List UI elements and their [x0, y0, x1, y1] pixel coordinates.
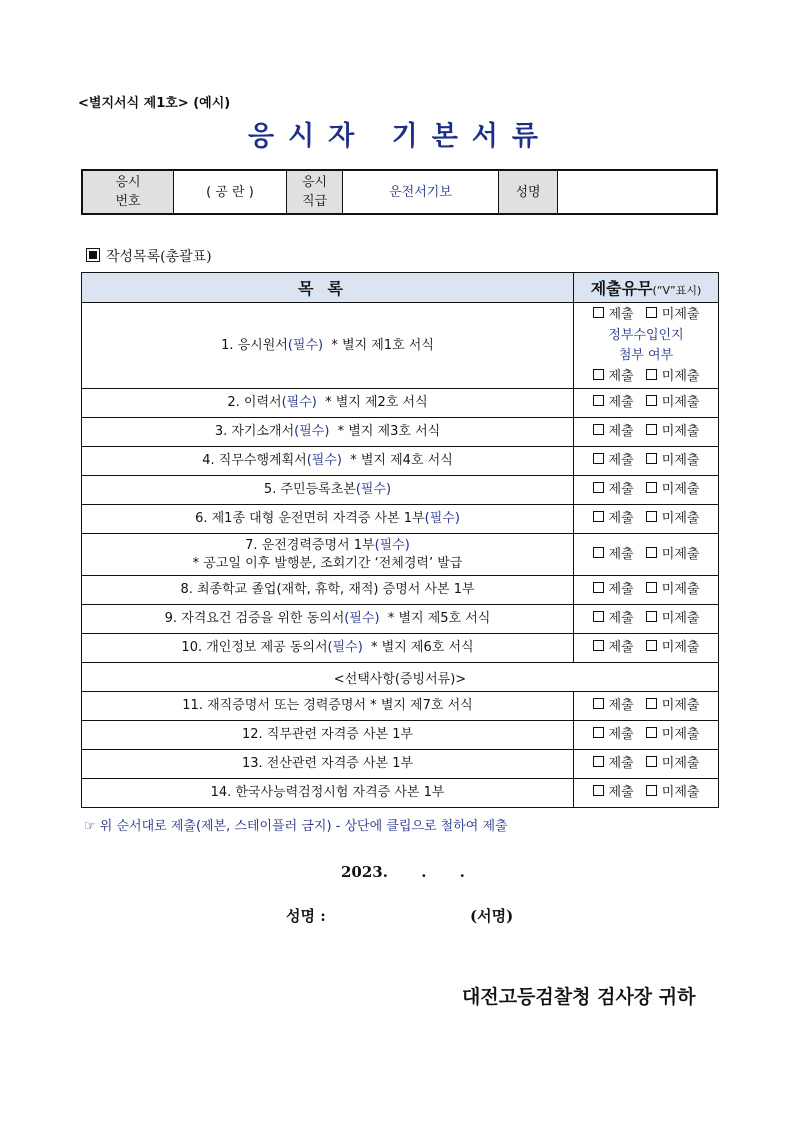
item-cell: 10. 개인정보 제공 동의서(필수) * 별지 제6호 서식	[82, 634, 574, 663]
stamp-note: 정부수입인지	[608, 327, 684, 343]
submit-checkbox[interactable]: 제출	[593, 479, 634, 501]
submit-checkbox[interactable]: 제출	[593, 508, 634, 530]
submit-checkbox[interactable]: 제출	[593, 579, 634, 601]
position-value: 운전서기보	[343, 170, 499, 214]
checkbox-icon	[646, 640, 657, 651]
checkbox-icon	[646, 482, 657, 493]
status-cell	[574, 779, 719, 808]
table-row	[82, 476, 719, 505]
checkbox-icon	[593, 511, 604, 522]
not-submit-checkbox[interactable]: 미제출	[646, 579, 700, 601]
checkbox-icon	[646, 611, 657, 622]
checkbox-icon	[646, 582, 657, 593]
not-submit-checkbox[interactable]: 미제출	[646, 637, 700, 659]
stamp-submit-checkbox[interactable]: 제출	[593, 366, 634, 388]
checkbox-icon	[646, 698, 657, 709]
name-value[interactable]	[558, 170, 718, 214]
status-cell	[574, 389, 719, 418]
not-submit-checkbox[interactable]: 미제출	[646, 392, 700, 414]
submit-checkbox[interactable]: 제출	[593, 637, 634, 659]
status-cell	[574, 476, 719, 505]
table-row	[82, 447, 719, 476]
checkbox-icon	[593, 727, 604, 738]
position-label: 응시 직급	[287, 170, 343, 214]
checkbox-icon	[593, 307, 604, 318]
checkbox-icon	[646, 785, 657, 796]
stamp-not-submit-checkbox[interactable]: 미제출	[646, 366, 700, 388]
signature-mark: (서명)	[470, 907, 514, 925]
status-cell	[574, 534, 719, 576]
exam-number-label: 응시 번호	[82, 170, 174, 214]
table-row	[82, 634, 719, 663]
item-cell: 4. 직무수행계획서(필수) * 별지 제4호 서식	[82, 447, 574, 476]
status-cell	[574, 605, 719, 634]
not-submit-checkbox[interactable]: 미제출	[646, 544, 700, 566]
submit-checkbox[interactable]: 제출	[593, 753, 634, 775]
status-cell	[574, 418, 719, 447]
item-cell: 2. 이력서(필수) * 별지 제2호 서식	[82, 389, 574, 418]
item-cell: 7. 운전경력증명서 1부(필수) * 공고일 이후 발행분, 조회기간 ‘전체경력’ 발급	[82, 534, 574, 576]
footnote: ☞ 위 순서대로 제출(제본, 스테이플러 금지) - 상단에 클립으로 철하여 제출	[84, 819, 508, 834]
checkbox-icon	[593, 785, 604, 796]
status-cell	[574, 505, 719, 534]
table-row	[82, 576, 719, 605]
checkbox-icon	[593, 395, 604, 406]
checkbox-icon	[593, 611, 604, 622]
not-submit-checkbox[interactable]: 미제출	[646, 608, 700, 630]
submit-checkbox[interactable]: 제출	[593, 544, 634, 566]
checkbox-icon	[593, 547, 604, 558]
table-row	[82, 534, 719, 576]
item-cell: 14. 한국사능력검정시험 자격증 사본 1부	[82, 779, 574, 808]
document-title: 응시자 기본서류	[248, 121, 552, 152]
exam-number-value[interactable]: ( 공 란 )	[174, 170, 287, 214]
status-cell	[574, 576, 719, 605]
pointing-hand-icon: ☞	[84, 819, 96, 834]
status-cell	[574, 303, 719, 389]
applicant-info-table	[81, 169, 718, 215]
checkbox-icon	[593, 369, 604, 380]
table-row	[82, 692, 719, 721]
optional-section-header: <선택사항(증빙서류)>	[82, 663, 719, 692]
item-cell: 6. 제1종 대형 운전면허 자격증 사본 1부(필수)	[82, 505, 574, 534]
checkbox-icon	[593, 453, 604, 464]
checkbox-icon	[646, 453, 657, 464]
status-cell	[574, 692, 719, 721]
not-submit-checkbox[interactable]: 미제출	[646, 508, 700, 530]
checkbox-icon	[593, 482, 604, 493]
not-submit-checkbox[interactable]: 미제출	[646, 421, 700, 443]
submit-checkbox[interactable]: 제출	[593, 450, 634, 472]
form-label: <별지서식 제1호> (예시)	[78, 96, 231, 111]
signature-name-label: 성명 :	[286, 907, 326, 925]
table-row	[82, 779, 719, 808]
checkbox-icon	[646, 727, 657, 738]
submit-checkbox[interactable]: 제출	[593, 724, 634, 746]
table-row	[82, 505, 719, 534]
table-row	[82, 750, 719, 779]
checkbox-icon	[593, 424, 604, 435]
checkbox-icon	[593, 756, 604, 767]
stamp-note: 첨부 여부	[618, 347, 674, 363]
checkbox-icon	[646, 395, 657, 406]
item-cell: 9. 자격요건 검증을 위한 동의서(필수) * 별지 제5호 서식	[82, 605, 574, 634]
item-cell: 1. 응시원서(필수) * 별지 제1호 서식	[82, 303, 574, 389]
table-row	[82, 605, 719, 634]
name-label: 성명	[499, 170, 558, 214]
checkbox-icon	[593, 582, 604, 593]
checkbox-icon	[646, 307, 657, 318]
item-cell: 13. 전산관련 자격증 사본 1부	[82, 750, 574, 779]
status-cell	[574, 634, 719, 663]
table-row	[82, 303, 719, 389]
filled-square-icon	[86, 248, 100, 262]
checkbox-icon	[646, 369, 657, 380]
submit-checkbox[interactable]: 제출	[593, 782, 634, 804]
not-submit-checkbox[interactable]: 미제출	[646, 479, 700, 501]
not-submit-checkbox[interactable]: 미제출	[646, 782, 700, 804]
item-cell: 3. 자기소개서(필수) * 별지 제3호 서식	[82, 418, 574, 447]
header-status: 제출유무(“V”표시)	[574, 273, 719, 303]
submit-checkbox[interactable]: 제출	[593, 608, 634, 630]
submit-checkbox[interactable]: 제출	[593, 392, 634, 414]
checkbox-icon	[646, 424, 657, 435]
addressee: 대전고등검찰청 검사장 귀하	[462, 986, 696, 1008]
header-item: 목록	[82, 273, 574, 303]
not-submit-checkbox[interactable]: 미제출	[646, 450, 700, 472]
checkbox-icon	[646, 547, 657, 558]
item-cell: 8. 최종학교 졸업(재학, 휴학, 재적) 증명서 사본 1부	[82, 576, 574, 605]
section-label: 작성목록(총괄표)	[86, 246, 212, 266]
item-cell: 11. 재직증명서 또는 경력증명서 * 별지 제7호 서식	[82, 692, 574, 721]
not-submit-checkbox[interactable]: 미제출	[646, 304, 700, 326]
not-submit-checkbox[interactable]: 미제출	[646, 695, 700, 717]
status-cell	[574, 750, 719, 779]
submit-checkbox[interactable]: 제출	[593, 695, 634, 717]
checkbox-icon	[593, 698, 604, 709]
item-note: * 공고일 이후 발행분, 조회기간 ‘전체경력’ 발급	[192, 555, 463, 571]
submit-checkbox[interactable]: 제출	[593, 304, 634, 326]
checkbox-icon	[593, 640, 604, 651]
status-cell	[574, 447, 719, 476]
not-submit-checkbox[interactable]: 미제출	[646, 753, 700, 775]
checkbox-icon	[646, 756, 657, 767]
item-cell: 5. 주민등록초본(필수)	[82, 476, 574, 505]
checkbox-icon	[646, 511, 657, 522]
not-submit-checkbox[interactable]: 미제출	[646, 724, 700, 746]
document-checklist-table	[81, 272, 719, 808]
table-row	[82, 721, 719, 750]
item-cell: 12. 직무관련 자격증 사본 1부	[82, 721, 574, 750]
date-line: 2023. . .	[341, 863, 465, 881]
submit-checkbox[interactable]: 제출	[593, 421, 634, 443]
table-row	[82, 389, 719, 418]
table-row	[82, 418, 719, 447]
status-cell	[574, 721, 719, 750]
